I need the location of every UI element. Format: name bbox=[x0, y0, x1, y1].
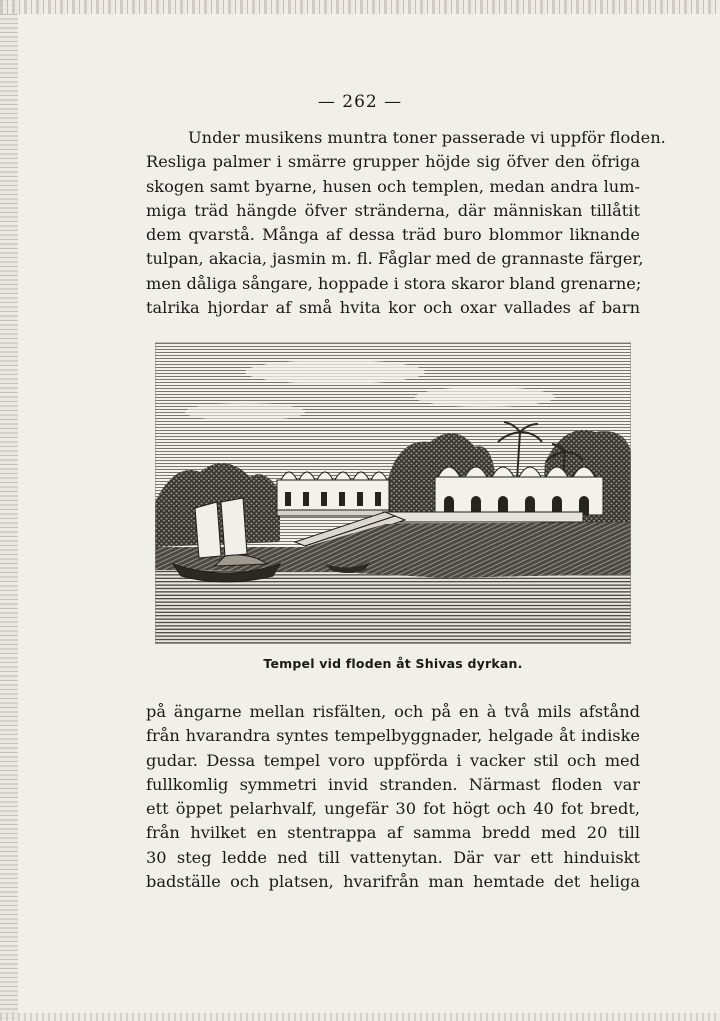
text-line: Under musikens muntra toner passerade vi uppför floden. bbox=[188, 128, 666, 147]
text-line: dem qvarstå. Många af dessa träd buro blommor liknande bbox=[146, 225, 640, 245]
text-line: skogen samt byarne, husen och templen, medan andra lum- bbox=[146, 176, 640, 196]
page-edge-bottom bbox=[0, 1013, 720, 1021]
page-number: — 262 — bbox=[317, 92, 403, 112]
text-line: Resliga palmer i smärre grupper höjde sig öfver den öfriga bbox=[146, 152, 640, 172]
text-line: tulpan, akacia, jasmin m. fl. Fåglar med de grannaste färger, bbox=[146, 249, 644, 269]
text-line: från hvarandra syntes tempelbyggnader, helgade åt indiske bbox=[146, 726, 640, 746]
page-edge-left bbox=[0, 0, 18, 1021]
text-line: talrika hjordar af små hvita kor och oxar vallades af barn bbox=[146, 298, 640, 318]
figure-caption: Tempel vid floden åt Shivas dyrkan. bbox=[263, 656, 523, 671]
text-line: miga träd hängde öfver stränderna, där människan tillåtit bbox=[146, 200, 640, 220]
text-line: ett öppet pelarhvalf, ungefär 30 fot högt och 40 fot bredt, bbox=[146, 799, 640, 819]
paragraph-bottom bbox=[146, 700, 640, 894]
text-line: från hvilket en stentrappa af samma bredd med 20 till bbox=[146, 823, 640, 843]
paragraph-top bbox=[146, 126, 666, 320]
text-line: men dåliga sångare, hoppade i stora skaror bland grenarne; bbox=[146, 273, 642, 293]
text-line: gudar. Dessa tempel voro uppförda i vacker stil och med bbox=[146, 750, 640, 770]
temple-engraving-figure bbox=[155, 342, 631, 644]
text-line: på ängarne mellan risfälten, och på en à två mils afstånd bbox=[146, 702, 640, 721]
text-line: badställe och platsen, hvarifrån man hemtade det heliga bbox=[146, 872, 640, 892]
text-line: 30 steg ledde ned till vattenytan. Där var ett hinduiskt bbox=[146, 847, 640, 867]
text-line: fullkomlig symmetri invid stranden. Närmast floden var bbox=[146, 774, 640, 794]
page-edge-top bbox=[0, 0, 720, 14]
